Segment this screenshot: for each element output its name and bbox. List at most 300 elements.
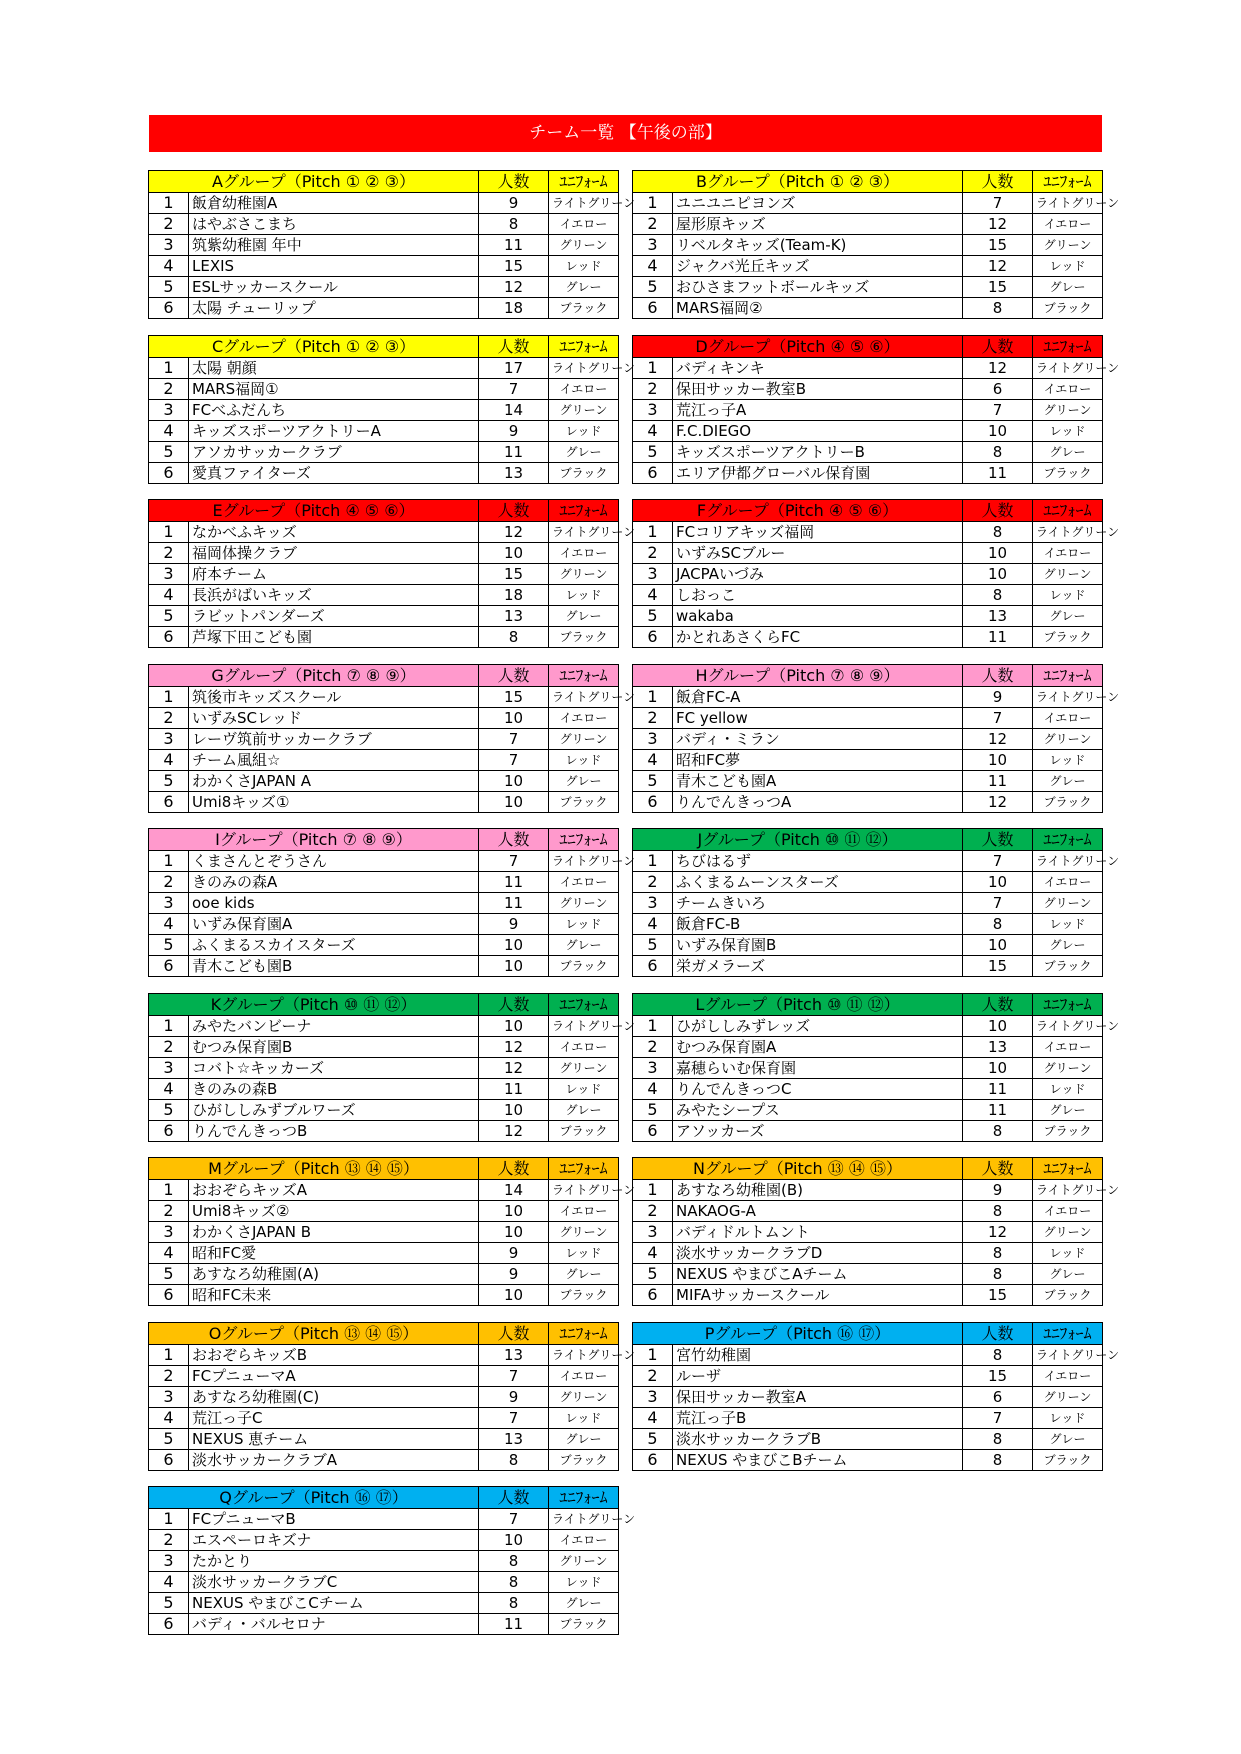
- group-name: Mグループ（Pitch ⑬ ⑭ ⑮）: [149, 1158, 479, 1180]
- player-count: 7: [963, 708, 1033, 729]
- uniform-header: ﾕﾆﾌｫｰﾑ: [549, 171, 619, 193]
- player-count: 7: [479, 1366, 549, 1387]
- uniform-color: レッド: [549, 1572, 619, 1593]
- player-count: 8: [963, 522, 1033, 543]
- row-number: 3: [633, 235, 673, 256]
- row-number: 3: [633, 564, 673, 585]
- group-table: [148, 499, 636, 648]
- team-name: いずみ保育園A: [189, 914, 479, 935]
- team-row: [633, 851, 1103, 872]
- player-count: 11: [479, 893, 549, 914]
- row-number: 4: [149, 1572, 189, 1593]
- player-count: 10: [479, 1530, 549, 1551]
- row-number: 5: [149, 1593, 189, 1614]
- group-table: [632, 170, 1120, 319]
- team-row: [149, 1079, 619, 1100]
- team-row: [149, 585, 619, 606]
- uniform-color: レッド: [1033, 1408, 1103, 1429]
- row-number: 4: [633, 750, 673, 771]
- player-count: 10: [963, 872, 1033, 893]
- row-number: 5: [149, 1264, 189, 1285]
- player-count: 13: [479, 463, 549, 484]
- uniform-header: ﾕﾆﾌｫｰﾑ: [549, 665, 619, 687]
- row-number: 4: [633, 421, 673, 442]
- team-name: ちびはるず: [673, 851, 963, 872]
- row-number: 2: [633, 543, 673, 564]
- uniform-header: ﾕﾆﾌｫｰﾑ: [1033, 1158, 1103, 1180]
- player-count: 12: [479, 1037, 549, 1058]
- player-count: 8: [479, 627, 549, 648]
- team-name: 愛真ファイターズ: [189, 463, 479, 484]
- team-row: [149, 771, 619, 792]
- team-name: 昭和FC夢: [673, 750, 963, 771]
- team-row: [149, 1366, 619, 1387]
- team-name: 青木こども園A: [673, 771, 963, 792]
- team-name: あすなろ幼稚園(B): [673, 1180, 963, 1201]
- uniform-color: グリーン: [549, 729, 619, 750]
- row-number: 4: [149, 256, 189, 277]
- player-count: 15: [479, 256, 549, 277]
- uniform-color: ブラック: [1033, 298, 1103, 319]
- player-count: 8: [479, 1551, 549, 1572]
- team-row: [149, 729, 619, 750]
- team-name: FCべふだんち: [189, 400, 479, 421]
- uniform-color: ブラック: [549, 792, 619, 813]
- row-number: 2: [149, 1530, 189, 1551]
- team-name: 飯倉FC-B: [673, 914, 963, 935]
- uniform-color: グレー: [1033, 1100, 1103, 1121]
- team-row: [149, 358, 619, 379]
- team-name: きのみの森A: [189, 872, 479, 893]
- player-count: 13: [479, 606, 549, 627]
- team-row: [149, 1408, 619, 1429]
- player-count: 7: [479, 1408, 549, 1429]
- group-name: Nグループ（Pitch ⑬ ⑭ ⑮）: [633, 1158, 963, 1180]
- team-name: NEXUS やまびこAチーム: [673, 1264, 963, 1285]
- team-row: [149, 750, 619, 771]
- row-number: 2: [633, 214, 673, 235]
- player-count: 18: [479, 298, 549, 319]
- team-name: NEXUS やまびこCチーム: [189, 1593, 479, 1614]
- player-count: 6: [963, 1387, 1033, 1408]
- player-count: 9: [479, 914, 549, 935]
- uniform-color: レッド: [549, 256, 619, 277]
- uniform-header: ﾕﾆﾌｫｰﾑ: [549, 829, 619, 851]
- row-number: 1: [633, 193, 673, 214]
- team-row: [633, 463, 1103, 484]
- row-number: 1: [149, 851, 189, 872]
- count-header: 人数: [963, 171, 1033, 193]
- team-row: [633, 914, 1103, 935]
- row-number: 6: [149, 627, 189, 648]
- row-number: 5: [633, 771, 673, 792]
- uniform-color: グリーン: [549, 1222, 619, 1243]
- team-name: なかべふキッズ: [189, 522, 479, 543]
- row-number: 3: [149, 1058, 189, 1079]
- uniform-color: ブラック: [549, 627, 619, 648]
- uniform-color: グリーン: [549, 400, 619, 421]
- team-name: りんでんきっつC: [673, 1079, 963, 1100]
- row-number: 6: [633, 956, 673, 977]
- team-row: [633, 1366, 1103, 1387]
- count-header: 人数: [479, 500, 549, 522]
- team-row: [633, 1285, 1103, 1306]
- team-name: あすなろ幼稚園(A): [189, 1264, 479, 1285]
- row-number: 4: [149, 750, 189, 771]
- row-number: 4: [633, 1243, 673, 1264]
- player-count: 14: [479, 400, 549, 421]
- player-count: 9: [479, 1243, 549, 1264]
- player-count: 11: [479, 1079, 549, 1100]
- team-name: ひがししみずブルワーズ: [189, 1100, 479, 1121]
- uniform-color: ライトグリーン: [1033, 1016, 1103, 1037]
- player-count: 9: [963, 687, 1033, 708]
- row-number: 6: [149, 956, 189, 977]
- uniform-color: ブラック: [549, 298, 619, 319]
- group-name: Gグループ（Pitch ⑦ ⑧ ⑨）: [149, 665, 479, 687]
- team-name: みやたシープス: [673, 1100, 963, 1121]
- row-number: 3: [149, 1387, 189, 1408]
- row-number: 5: [149, 606, 189, 627]
- uniform-color: ライトグリーン: [549, 1509, 619, 1530]
- uniform-color: グリーン: [1033, 235, 1103, 256]
- uniform-color: グレー: [549, 442, 619, 463]
- team-row: [149, 421, 619, 442]
- team-name: ラビットパンダーズ: [189, 606, 479, 627]
- uniform-color: イエロー: [1033, 1366, 1103, 1387]
- uniform-color: レッド: [549, 914, 619, 935]
- team-name: バディドルトムント: [673, 1222, 963, 1243]
- team-name: りんでんきっつB: [189, 1121, 479, 1142]
- group-name: Dグループ（Pitch ④ ⑤ ⑥）: [633, 336, 963, 358]
- uniform-color: グレー: [549, 935, 619, 956]
- group-name: Lグループ（Pitch ⑩ ⑪ ⑫）: [633, 994, 963, 1016]
- uniform-header: ﾕﾆﾌｫｰﾑ: [549, 994, 619, 1016]
- player-count: 11: [479, 872, 549, 893]
- uniform-color: ブラック: [549, 1450, 619, 1471]
- team-name: 筑後市キッズスクール: [189, 687, 479, 708]
- uniform-color: ライトグリーン: [1033, 522, 1103, 543]
- count-header: 人数: [479, 1323, 549, 1345]
- uniform-color: ブラック: [1033, 463, 1103, 484]
- team-name: 昭和FC愛: [189, 1243, 479, 1264]
- player-count: 7: [479, 750, 549, 771]
- player-count: 13: [963, 1037, 1033, 1058]
- team-row: [633, 729, 1103, 750]
- player-count: 15: [963, 235, 1033, 256]
- count-header: 人数: [963, 994, 1033, 1016]
- uniform-color: ライトグリーン: [549, 522, 619, 543]
- player-count: 8: [963, 585, 1033, 606]
- team-name: 府本チーム: [189, 564, 479, 585]
- team-name: ジャクバ光丘キッズ: [673, 256, 963, 277]
- team-row: [149, 792, 619, 813]
- group-name: Kグループ（Pitch ⑩ ⑪ ⑫）: [149, 994, 479, 1016]
- row-number: 1: [633, 1016, 673, 1037]
- row-number: 2: [633, 1201, 673, 1222]
- row-number: 3: [149, 235, 189, 256]
- uniform-color: レッド: [549, 750, 619, 771]
- row-number: 6: [149, 1285, 189, 1306]
- team-name: おおぞらキッズB: [189, 1345, 479, 1366]
- team-row: [149, 935, 619, 956]
- team-row: [149, 1058, 619, 1079]
- count-header: 人数: [963, 1158, 1033, 1180]
- player-count: 10: [963, 543, 1033, 564]
- team-name: バディ・ミラン: [673, 729, 963, 750]
- player-count: 10: [479, 543, 549, 564]
- uniform-color: グレー: [549, 606, 619, 627]
- group-name: Oグループ（Pitch ⑬ ⑭ ⑮）: [149, 1323, 479, 1345]
- team-name: FCプニューマB: [189, 1509, 479, 1530]
- uniform-header: ﾕﾆﾌｫｰﾑ: [549, 1323, 619, 1345]
- count-header: 人数: [479, 994, 549, 1016]
- player-count: 13: [479, 1345, 549, 1366]
- group-name: Fグループ（Pitch ④ ⑤ ⑥）: [633, 500, 963, 522]
- uniform-header: ﾕﾆﾌｫｰﾑ: [1033, 665, 1103, 687]
- team-name: おひさまフットボールキッズ: [673, 277, 963, 298]
- team-row: [149, 379, 619, 400]
- team-row: [149, 400, 619, 421]
- team-row: [633, 235, 1103, 256]
- row-number: 2: [633, 1366, 673, 1387]
- uniform-color: ブラック: [1033, 956, 1103, 977]
- team-name: エリア伊都グローバル保育園: [673, 463, 963, 484]
- row-number: 3: [633, 1058, 673, 1079]
- team-name: FCコリアキッズ福岡: [673, 522, 963, 543]
- player-count: 15: [479, 564, 549, 585]
- team-row: [149, 1100, 619, 1121]
- uniform-color: グリーン: [1033, 1387, 1103, 1408]
- team-name: 淡水サッカークラブD: [673, 1243, 963, 1264]
- team-row: [149, 1572, 619, 1593]
- player-count: 9: [479, 193, 549, 214]
- team-name: ふくまるムーンスターズ: [673, 872, 963, 893]
- group-name: Pグループ（Pitch ⑯ ⑰）: [633, 1323, 963, 1345]
- team-row: [633, 872, 1103, 893]
- team-name: コバト☆キッカーズ: [189, 1058, 479, 1079]
- group-table: [148, 335, 636, 484]
- group-name: Qグループ（Pitch ⑯ ⑰）: [149, 1487, 479, 1509]
- row-number: 4: [633, 585, 673, 606]
- team-row: [633, 1079, 1103, 1100]
- row-number: 2: [149, 543, 189, 564]
- player-count: 10: [479, 956, 549, 977]
- uniform-color: レッド: [1033, 256, 1103, 277]
- row-number: 5: [633, 1100, 673, 1121]
- row-number: 6: [633, 627, 673, 648]
- team-name: LEXIS: [189, 256, 479, 277]
- row-number: 1: [633, 1180, 673, 1201]
- uniform-color: ブラック: [1033, 627, 1103, 648]
- team-row: [633, 298, 1103, 319]
- row-number: 4: [633, 256, 673, 277]
- player-count: 11: [479, 1614, 549, 1635]
- uniform-color: グレー: [549, 1429, 619, 1450]
- row-number: 2: [149, 1037, 189, 1058]
- count-header: 人数: [963, 500, 1033, 522]
- team-row: [149, 1016, 619, 1037]
- player-count: 8: [963, 442, 1033, 463]
- team-row: [633, 893, 1103, 914]
- row-number: 2: [633, 708, 673, 729]
- team-name: 飯倉幼稚園A: [189, 193, 479, 214]
- group-name: Jグループ（Pitch ⑩ ⑪ ⑫）: [633, 829, 963, 851]
- player-count: 8: [479, 1593, 549, 1614]
- player-count: 12: [963, 792, 1033, 813]
- team-row: [633, 193, 1103, 214]
- row-number: 6: [149, 1614, 189, 1635]
- uniform-color: グリーン: [549, 1058, 619, 1079]
- uniform-color: ブラック: [549, 1285, 619, 1306]
- uniform-color: グリーン: [549, 235, 619, 256]
- count-header: 人数: [479, 1158, 549, 1180]
- team-row: [633, 1100, 1103, 1121]
- player-count: 8: [479, 1572, 549, 1593]
- team-row: [149, 1345, 619, 1366]
- team-row: [633, 771, 1103, 792]
- uniform-color: ライトグリーン: [549, 358, 619, 379]
- team-name: ESLサッカースクール: [189, 277, 479, 298]
- uniform-color: グリーン: [549, 1551, 619, 1572]
- group-name: Iグループ（Pitch ⑦ ⑧ ⑨）: [149, 829, 479, 851]
- player-count: 12: [479, 522, 549, 543]
- team-name: 荒江っ子C: [189, 1408, 479, 1429]
- team-name: いずみSCレッド: [189, 708, 479, 729]
- player-count: 7: [963, 851, 1033, 872]
- row-number: 5: [633, 1264, 673, 1285]
- team-row: [633, 956, 1103, 977]
- team-row: [149, 1180, 619, 1201]
- team-name: ユニユニピヨンズ: [673, 193, 963, 214]
- player-count: 10: [479, 1201, 549, 1222]
- team-row: [633, 1450, 1103, 1471]
- uniform-color: レッド: [549, 1079, 619, 1100]
- team-row: [149, 1201, 619, 1222]
- uniform-color: グレー: [1033, 442, 1103, 463]
- player-count: 10: [479, 708, 549, 729]
- player-count: 11: [963, 627, 1033, 648]
- team-name: Umi8キッズ②: [189, 1201, 479, 1222]
- row-number: 1: [149, 1016, 189, 1037]
- player-count: 8: [479, 1450, 549, 1471]
- player-count: 11: [963, 771, 1033, 792]
- team-name: ひがししみずレッズ: [673, 1016, 963, 1037]
- team-row: [633, 400, 1103, 421]
- uniform-color: ライトグリーン: [549, 1345, 619, 1366]
- uniform-header: ﾕﾆﾌｫｰﾑ: [1033, 1323, 1103, 1345]
- team-row: [633, 585, 1103, 606]
- group-table: [148, 664, 636, 813]
- uniform-header: ﾕﾆﾌｫｰﾑ: [1033, 500, 1103, 522]
- team-row: [633, 792, 1103, 813]
- row-number: 2: [633, 1037, 673, 1058]
- team-row: [633, 277, 1103, 298]
- row-number: 3: [149, 1222, 189, 1243]
- team-row: [633, 256, 1103, 277]
- player-count: 8: [963, 1450, 1033, 1471]
- uniform-color: グリーン: [1033, 893, 1103, 914]
- team-row: [633, 1201, 1103, 1222]
- uniform-color: グレー: [549, 1100, 619, 1121]
- team-name: ルーザ: [673, 1366, 963, 1387]
- row-number: 3: [149, 729, 189, 750]
- team-name: 淡水サッカークラブB: [673, 1429, 963, 1450]
- row-number: 5: [633, 277, 673, 298]
- team-name: むつみ保育園A: [673, 1037, 963, 1058]
- team-name: 飯倉FC-A: [673, 687, 963, 708]
- team-row: [149, 1509, 619, 1530]
- player-count: 14: [479, 1180, 549, 1201]
- player-count: 7: [963, 893, 1033, 914]
- team-name: チーム風組☆: [189, 750, 479, 771]
- team-row: [633, 1016, 1103, 1037]
- row-number: 5: [149, 277, 189, 298]
- player-count: 8: [963, 1201, 1033, 1222]
- team-name: アソカサッカークラブ: [189, 442, 479, 463]
- team-row: [149, 1243, 619, 1264]
- group-table: [632, 993, 1120, 1142]
- player-count: 10: [479, 935, 549, 956]
- team-name: NAKAOG-A: [673, 1201, 963, 1222]
- row-number: 2: [149, 708, 189, 729]
- team-name: レーヴ筑前サッカークラブ: [189, 729, 479, 750]
- row-number: 3: [149, 400, 189, 421]
- group-table: [148, 1486, 636, 1635]
- uniform-color: イエロー: [1033, 1201, 1103, 1222]
- team-name: わかくさJAPAN A: [189, 771, 479, 792]
- player-count: 12: [479, 277, 549, 298]
- uniform-color: レッド: [549, 585, 619, 606]
- player-count: 15: [963, 1366, 1033, 1387]
- player-count: 8: [963, 1243, 1033, 1264]
- uniform-color: イエロー: [549, 708, 619, 729]
- team-row: [633, 1429, 1103, 1450]
- team-row: [633, 750, 1103, 771]
- team-row: [149, 1551, 619, 1572]
- uniform-color: グレー: [549, 1264, 619, 1285]
- row-number: 4: [633, 1079, 673, 1100]
- team-name: エスペーロキズナ: [189, 1530, 479, 1551]
- uniform-color: グレー: [1033, 1429, 1103, 1450]
- team-row: [633, 935, 1103, 956]
- team-row: [149, 627, 619, 648]
- player-count: 11: [963, 1079, 1033, 1100]
- team-row: [633, 379, 1103, 400]
- player-count: 12: [963, 214, 1033, 235]
- row-number: 1: [149, 522, 189, 543]
- player-count: 8: [479, 214, 549, 235]
- uniform-color: グリーン: [1033, 1222, 1103, 1243]
- team-name: バディ・バルセロナ: [189, 1614, 479, 1635]
- team-name: いずみ保育園B: [673, 935, 963, 956]
- row-number: 5: [633, 442, 673, 463]
- player-count: 10: [479, 1100, 549, 1121]
- team-row: [149, 1037, 619, 1058]
- uniform-color: ブラック: [1033, 792, 1103, 813]
- team-row: [633, 606, 1103, 627]
- team-row: [149, 1593, 619, 1614]
- row-number: 5: [149, 442, 189, 463]
- team-row: [149, 1530, 619, 1551]
- player-count: 6: [963, 379, 1033, 400]
- team-row: [633, 543, 1103, 564]
- row-number: 6: [633, 463, 673, 484]
- uniform-color: ライトグリーン: [549, 851, 619, 872]
- team-name: むつみ保育園B: [189, 1037, 479, 1058]
- row-number: 1: [633, 358, 673, 379]
- team-row: [149, 1222, 619, 1243]
